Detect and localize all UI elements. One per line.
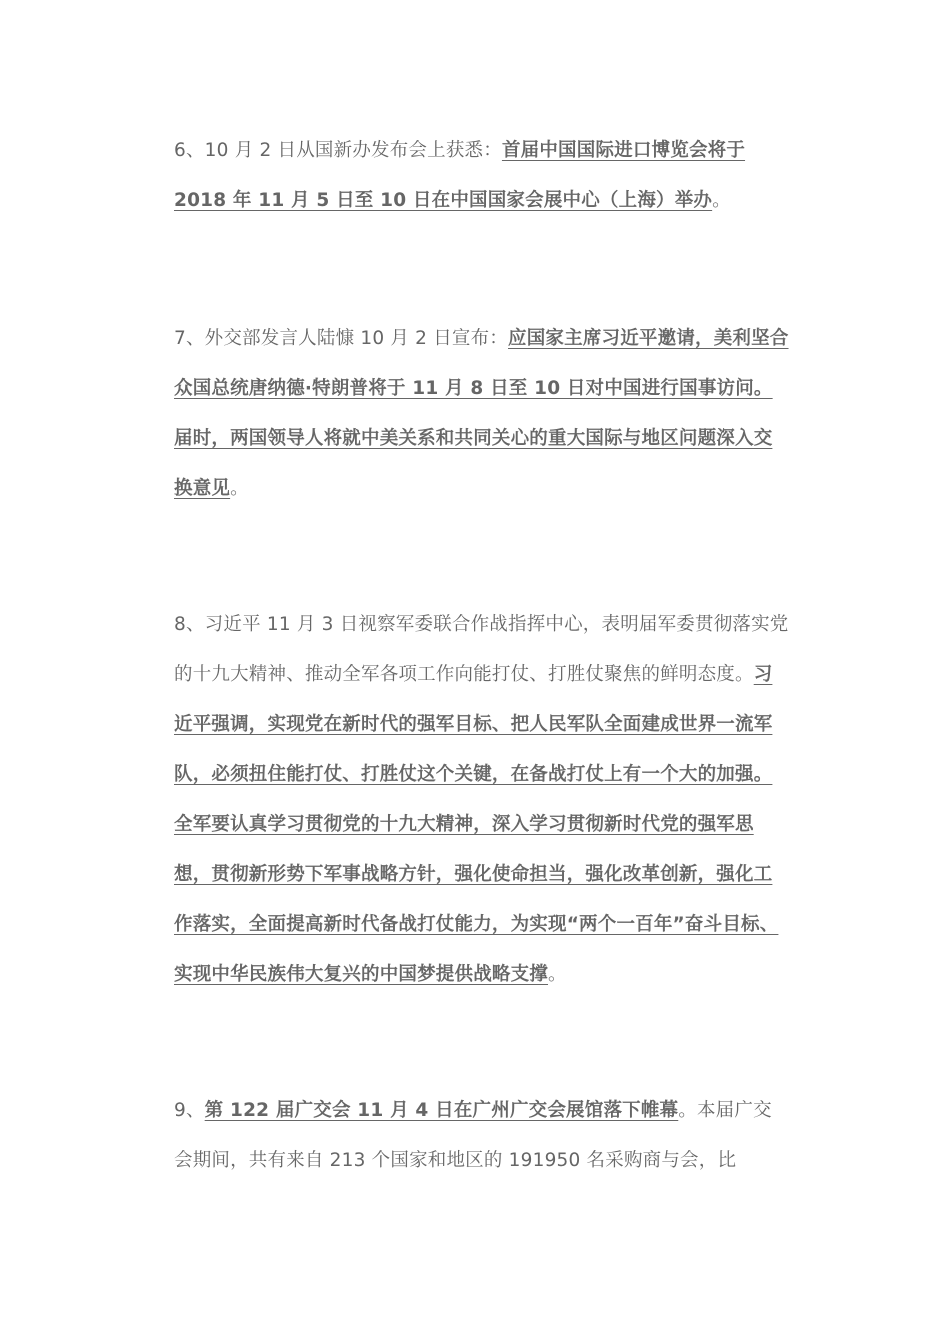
news-item-9 [174, 1086, 790, 1186]
news-item-6-tail: 。 [712, 190, 731, 211]
news-item-9-tail: 。本届广交会期间，共有来自 213 个国家和地区的 191950 名采购商与会，比 [174, 1100, 772, 1171]
news-item-6-highlight: 首届中国国际进口博览会将于 2018 年 11 月 5 日至 10 日在中国国家会展中心（上海）举办 [174, 140, 746, 211]
news-item-8 [174, 600, 790, 1000]
news-item-7-highlight: 应国家主席习近平邀请，美利坚合众国总统唐纳德·特朗普将于 11 月 8 日至 10 日对中国进行国事访问。届时，两国领导人将就中美关系和共同关心的重大国际与地区问题深入交换意见 [174, 328, 789, 499]
news-item-7 [174, 314, 790, 514]
news-item-8-intro: 8、习近平 11 月 3 日视察军委联合作战指挥中心，表明届军委贯彻落实党的十九大精神、推动全军各项工作向能打仗、打胜仗聚焦的鲜明态度。 [174, 614, 789, 685]
news-item-6 [174, 126, 790, 226]
news-item-9-highlight: 第 122 届广交会 11 月 4 日在广州广交会展馆落下帷幕 [204, 1100, 679, 1121]
news-item-8-highlight: 习近平强调，实现党在新时代的强军目标、把人民军队全面建成世界一流军队，必须扭住能打仗、打胜仗这个关键，在备战打仗上有一个大的加强。全军要认真学习贯彻党的十九大精神，深入学习贯彻新时代党的强军思想，贯彻新形势下军事战略方针，强化使命担当，强化改革创新，强化工作落实，全面提高新时代备战打仗能力，为实现“两个一百年”奋斗目标、实现中华民族伟大复兴的中国梦提供战略支撑 [174, 664, 779, 985]
news-item-8-tail: 。 [548, 964, 567, 985]
news-item-7-tail: 。 [230, 478, 249, 499]
news-item-6-intro: 6、10 月 2 日从国新办发布会上获悉： [174, 140, 502, 161]
news-item-7-intro: 7、外交部发言人陆慷 10 月 2 日宣布： [174, 328, 509, 349]
news-item-9-intro: 9、 [174, 1100, 205, 1121]
